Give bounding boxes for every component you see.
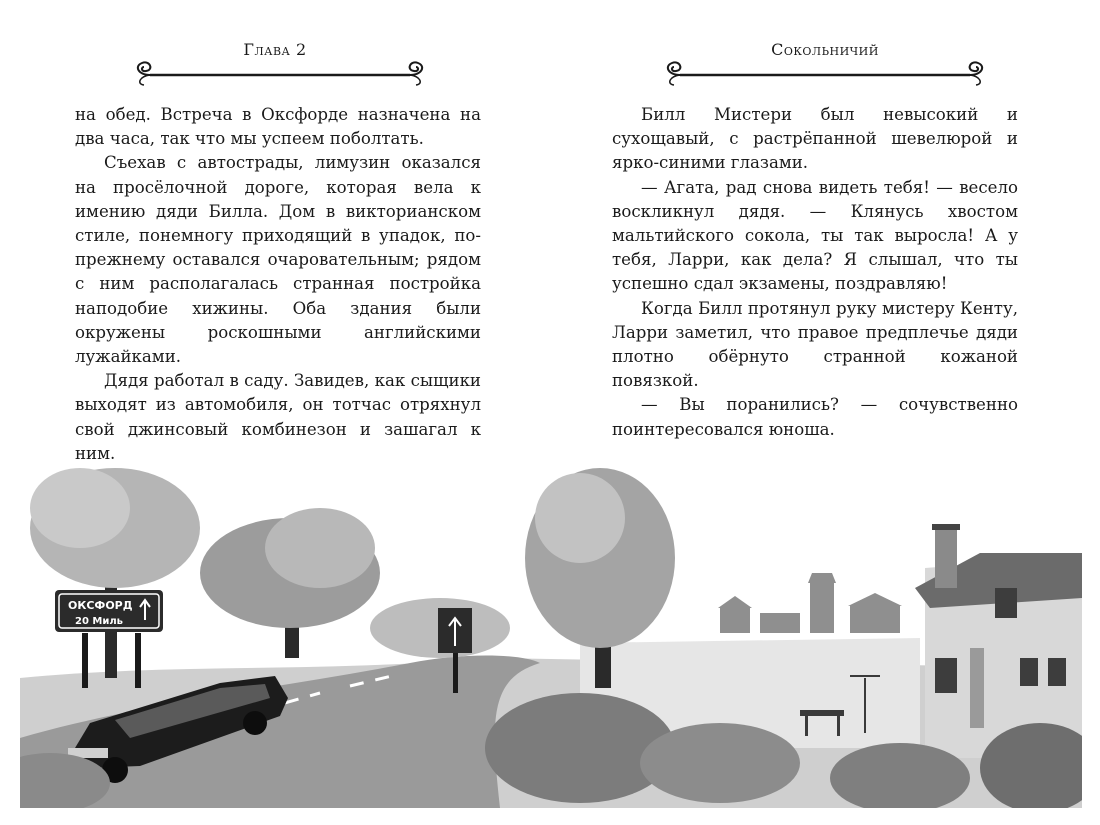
paragraph: — Агата, рад снова видеть тебя! — весело воскликнул дядя. — Клянусь хвостом мальтийского сокола, ты так выросла! А у тебя, Ларри, как дела? Я слышал, что ты успешно сдал экзамены, поздравляю! xyxy=(612,177,1018,294)
cottage xyxy=(915,524,1082,758)
running-head-title: Сокольничий xyxy=(771,40,879,59)
paragraph: — Вы поранились? — сочувственно поинтересовался юноша. xyxy=(612,395,1018,439)
sign-text-distance: 20 Миль xyxy=(75,616,124,627)
ornament-divider xyxy=(660,58,990,88)
illustration-countryside xyxy=(20,448,1082,808)
paragraph: Съехав с автострады, лимузин оказался на просёлочной дороге, которая вела к имению дяди Билла. Дом в викторианском стиле, понемногу приходящий в упадок, по-прежнему оставался очаровательным; рядом с ним располагалась странная постройка наподобие хижины. Оба здания были окружены роскошными английскими лужайками. xyxy=(75,153,481,367)
paragraph: Билл Мистери был невысокий и сухощавый, с растрёпанной шевелюрой и ярко-синими глазами. xyxy=(612,105,1018,173)
body-text-left xyxy=(75,103,481,466)
sign-text-destination: ОКСФОРД xyxy=(68,599,133,612)
paragraph: Когда Билл протянул руку мистеру Кенту, Ларри заметил, что правое предплечье дяди плотно обёрнуто странной кожаной повязкой. xyxy=(612,298,1018,391)
paragraph: на обед. Встреча в Оксфорде назначена на два часа, так что мы успеем поболтать. xyxy=(75,105,481,149)
running-head-chapter: Глава 2 xyxy=(243,40,307,59)
ornament-divider xyxy=(130,58,430,88)
body-text-right xyxy=(612,103,1018,442)
paragraph: Дядя работал в саду. Завидев, как сыщики выходят из автомобиля, он тотчас отряхнул свой джинсовый комбинезон и зашагал к ним. xyxy=(75,371,481,463)
village-silhouette xyxy=(718,573,902,633)
